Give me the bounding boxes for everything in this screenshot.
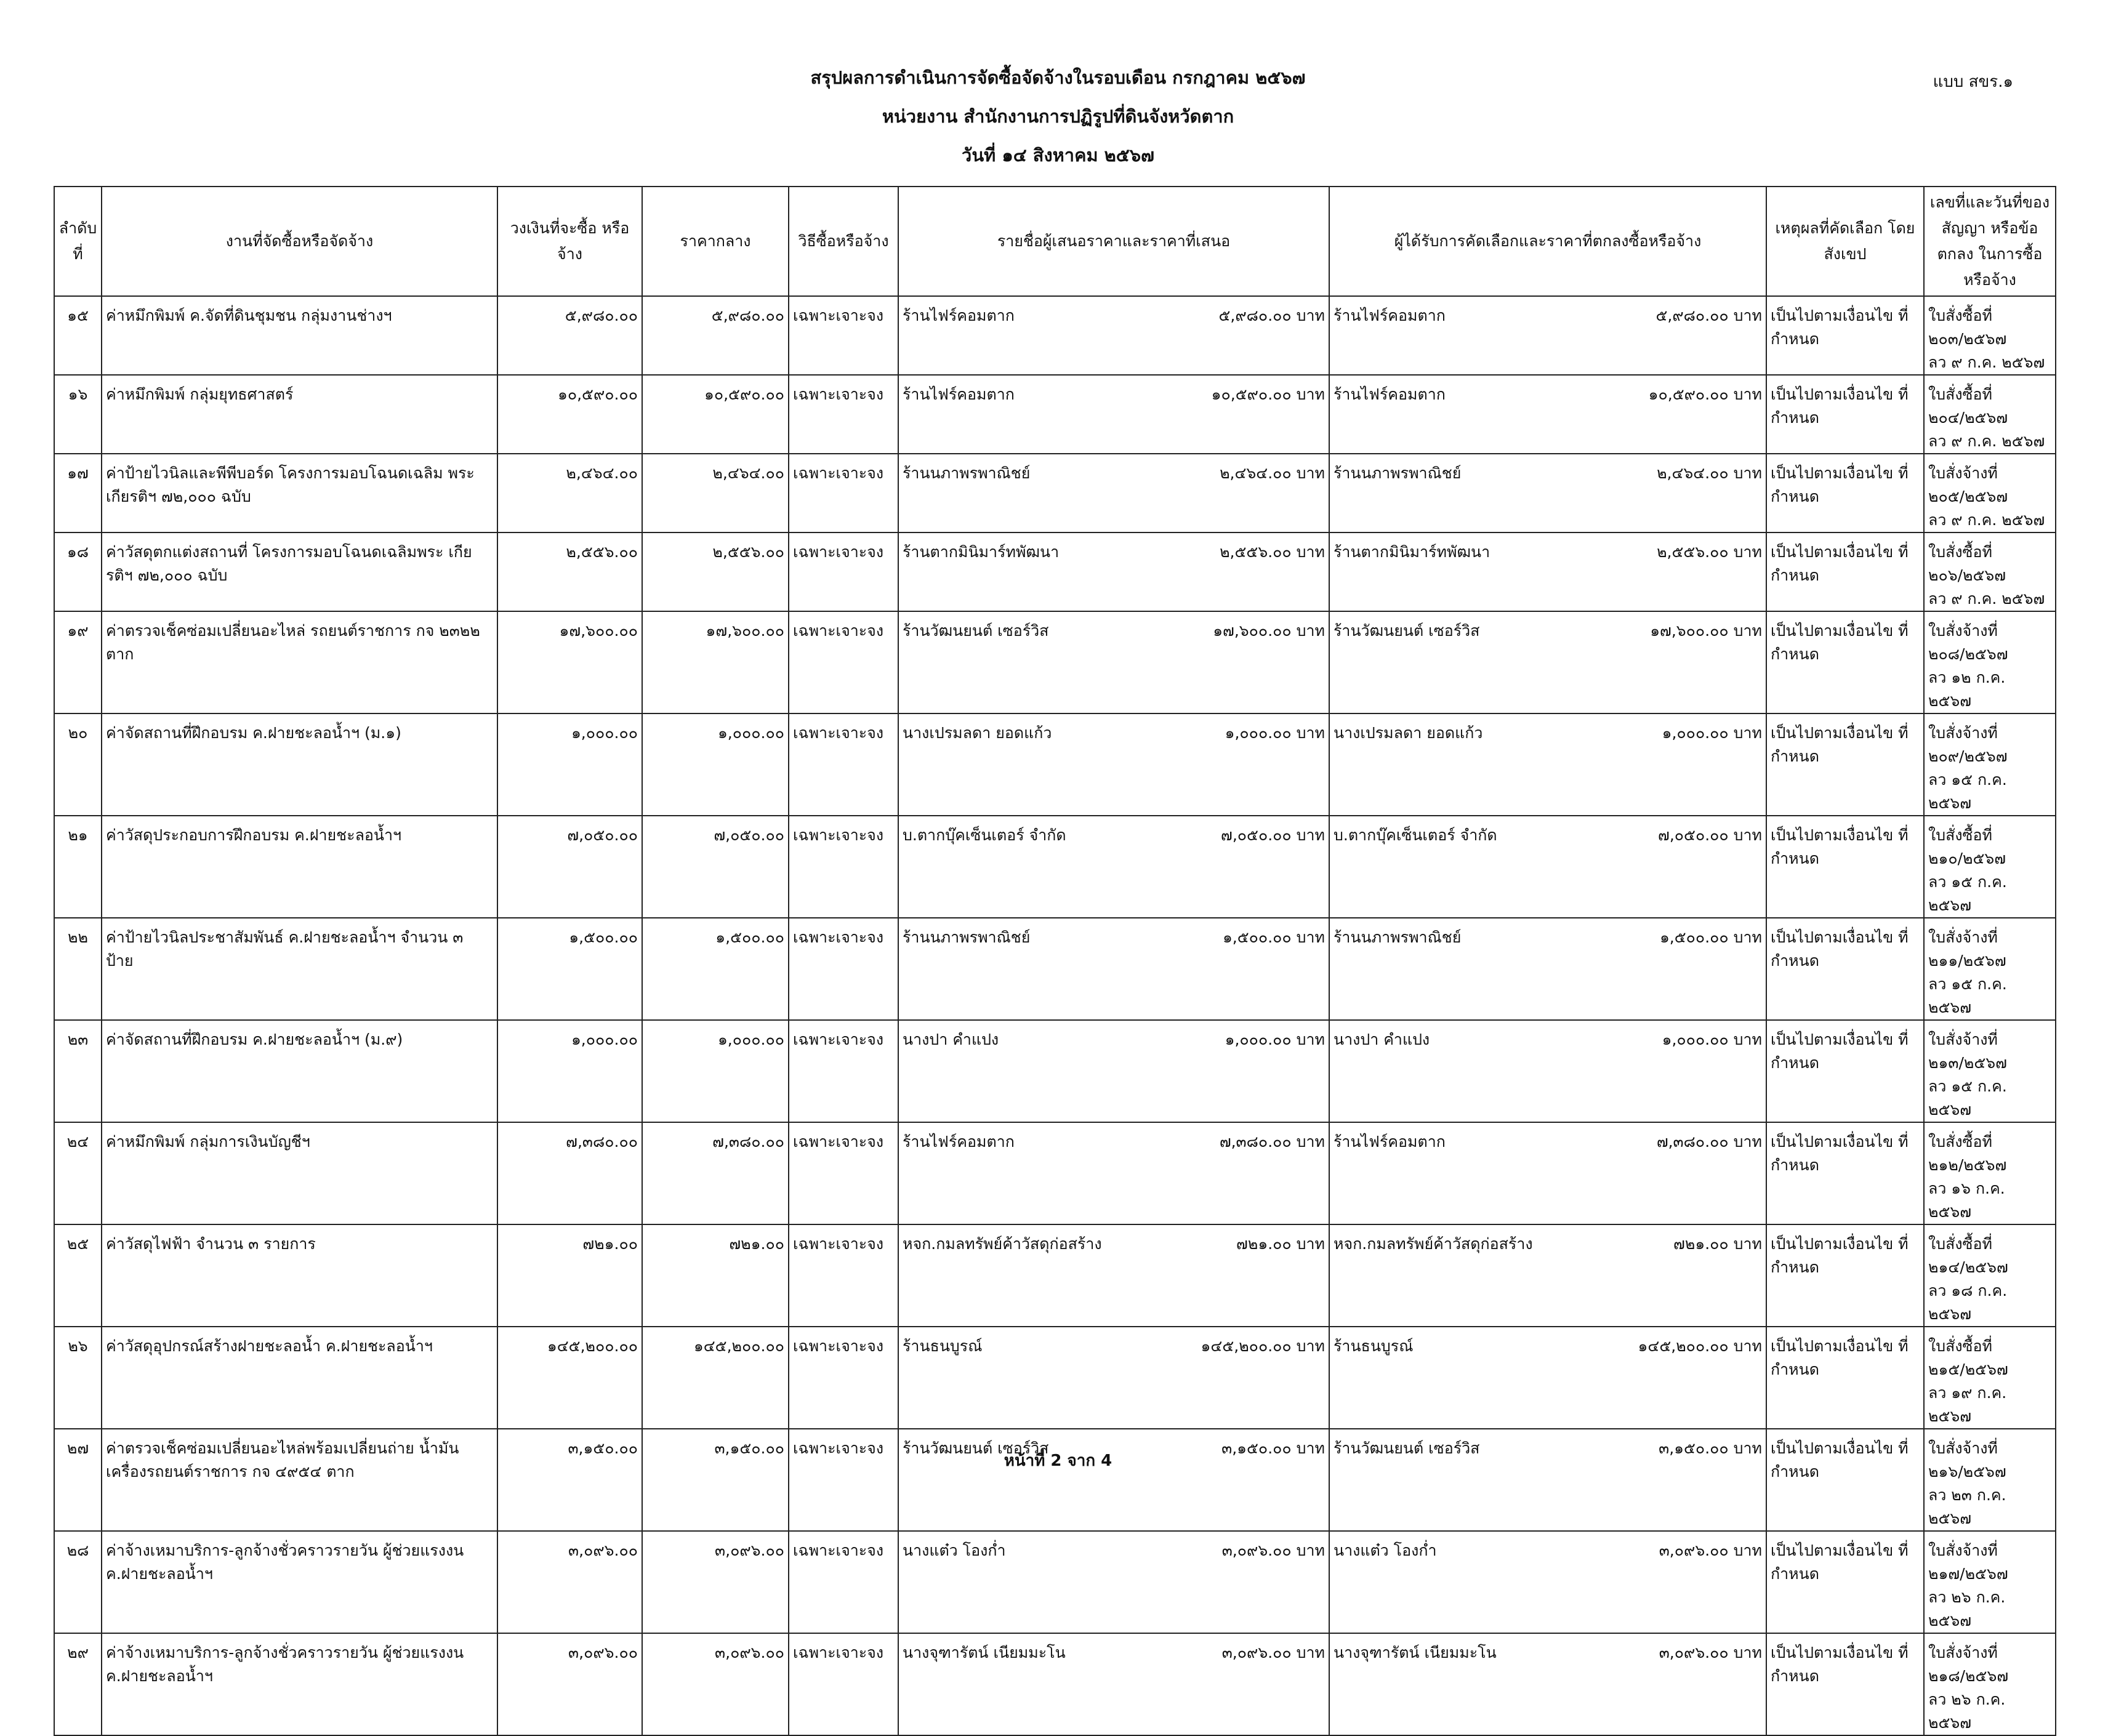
table-row	[54, 918, 2056, 1020]
procurement-item: ค่าตรวจเช็คซ่อมเปลี่ยนอะไหล่พร้อมเปลี่ยนถ่าย น้ำมันเครื่องรถยนต์ราชการ กจ ๔๙๕๔ ตาก	[102, 1429, 497, 1531]
selected-vendor	[1329, 454, 1766, 532]
contract-date: ลว ๑๕ ก.ค. ๒๕๖๗	[1928, 975, 2007, 1016]
selected-vendor	[1329, 1633, 1766, 1735]
table-row	[54, 611, 2056, 713]
median-price: ๑๐,๕๙๐.๐๐	[642, 375, 789, 454]
bidder-name: ร้านธนบูรณ์	[903, 1337, 983, 1355]
selected-vendor-name: ร้านไฟร์คอมตาก	[1334, 307, 1446, 324]
selected-vendor-name: ร้านนภาพรพาณิชย์	[1334, 464, 1462, 482]
selection-reason: เป็นไปตามเงื่อนไข ที่กำหนด	[1766, 1224, 1924, 1327]
bidder-amount: ๑๔๕,๒๐๐.๐๐ บาท	[1201, 1337, 1325, 1355]
contract-ref	[1924, 1122, 2056, 1224]
agency-name: หน่วยงาน สำนักงานการปฏิรูปที่ดินจังหวัดตาก	[882, 106, 1234, 127]
procurement-method: เฉพาะเจาะจง	[789, 1327, 898, 1429]
selected-vendor	[1329, 296, 1766, 375]
procurement-item: ค่าหมึกพิมพ์ กลุ่มการเงินบัญชีฯ	[102, 1122, 497, 1224]
procurement-method: เฉพาะเจาะจง	[789, 1020, 898, 1122]
procurement-method: เฉพาะเจาะจง	[789, 713, 898, 816]
bidder-name: บ.ตากบุ๊คเซ็นเตอร์ จำกัด	[903, 826, 1066, 844]
selected-vendor-amount: ๒,๕๕๖.๐๐ บาท	[1657, 543, 1762, 561]
budget-amount: ๒,๕๕๖.๐๐	[497, 532, 642, 611]
col-header-reason: เหตุผลที่คัดเลือก โดยสังเขป	[1766, 187, 1924, 296]
selected-vendor-name: ร้านธนบูรณ์	[1334, 1337, 1414, 1355]
median-price: ๓,๐๙๖.๐๐	[642, 1633, 789, 1735]
procurement-item: ค่าหมึกพิมพ์ ค.จัดที่ดินชุมชน กลุ่มงานช่างฯ	[102, 296, 497, 375]
bidder	[898, 1429, 1329, 1531]
selected-vendor-amount: ๕,๙๘๐.๐๐ บาท	[1655, 307, 1762, 324]
col-header-item: งานที่จัดซื้อหรือจัดจ้าง	[102, 187, 497, 296]
procurement-method: เฉพาะเจาะจง	[789, 296, 898, 375]
median-price: ๓,๑๕๐.๐๐	[642, 1429, 789, 1531]
selection-reason: เป็นไปตามเงื่อนไข ที่กำหนด	[1766, 1327, 1924, 1429]
selection-reason: เป็นไปตามเงื่อนไข ที่กำหนด	[1766, 918, 1924, 1020]
selected-vendor-amount: ๗,๓๘๐.๐๐ บาท	[1656, 1133, 1762, 1151]
contract-date: ลว ๙ ก.ค. ๒๕๖๗	[1928, 590, 2045, 608]
bidder-name: ร้านวัฒนยนต์ เซอร์วิส	[903, 622, 1049, 640]
row-number: ๒๘	[54, 1531, 102, 1633]
contract-date: ลว ๑๒ ก.ค. ๒๕๖๗	[1928, 669, 2006, 710]
bidder-amount: ๒,๔๖๔.๐๐ บาท	[1220, 464, 1325, 482]
selected-vendor-amount: ๓,๑๕๐.๐๐ บาท	[1659, 1439, 1762, 1457]
selected-vendor-amount: ๒,๔๖๔.๐๐ บาท	[1657, 464, 1762, 482]
procurement-method: เฉพาะเจาะจง	[789, 611, 898, 713]
budget-amount: ๓,๐๙๖.๐๐	[497, 1531, 642, 1633]
col-header-median-price: ราคากลาง	[642, 187, 789, 296]
bidder-name: ร้านไฟร์คอมตาก	[903, 307, 1015, 324]
col-header-bidders: รายชื่อผู้เสนอราคาและราคาที่เสนอ	[898, 187, 1329, 296]
row-number: ๒๓	[54, 1020, 102, 1122]
contract-number: ใบสั่งจ้างที่ ๒๐๕/๒๕๖๗	[1928, 464, 2008, 505]
page-number: หน้าที่ 2 จาก 4	[1004, 1452, 1112, 1470]
budget-amount: ๑,๐๐๐.๐๐	[497, 1020, 642, 1122]
selected-vendor-name: ร้านวัฒนยนต์ เซอร์วิส	[1334, 1439, 1480, 1457]
contract-ref	[1924, 1633, 2056, 1735]
selected-vendor-amount: ๓,๐๙๖.๐๐ บาท	[1659, 1644, 1762, 1662]
selected-vendor-name: นางแต๋ว โองก่ำ	[1334, 1541, 1437, 1559]
selected-vendor-amount: ๑๐,๕๙๐.๐๐ บาท	[1648, 385, 1762, 403]
bidder-name: ร้านไฟร์คอมตาก	[903, 1133, 1015, 1151]
selection-reason: เป็นไปตามเงื่อนไข ที่กำหนด	[1766, 1429, 1924, 1531]
contract-date: ลว ๒๖ ก.ค. ๒๕๖๗	[1928, 1690, 2006, 1732]
selected-vendor-name: นางปา คำแปง	[1334, 1031, 1430, 1048]
bidder-name: นางเปรมลดา ยอดแก้ว	[903, 724, 1052, 742]
row-number: ๒๗	[54, 1429, 102, 1531]
median-price: ๗,๓๘๐.๐๐	[642, 1122, 789, 1224]
contract-date: ลว ๑๘ ก.ค. ๒๕๖๗	[1928, 1282, 2008, 1323]
report-date: วันที่ ๑๔ สิงหาคม ๒๕๖๗	[962, 145, 1154, 166]
procurement-item: ค่าวัสดุอุปกรณ์สร้างฝายชะลอน้ำ ค.ฝายชะลอน้ำฯ	[102, 1327, 497, 1429]
contract-number: ใบสั่งจ้างที่ ๒๐๘/๒๕๖๗	[1928, 622, 2008, 663]
contract-number: ใบสั่งจ้างที่ ๒๑๑/๒๕๖๗	[1928, 928, 2006, 970]
bidder-amount: ๑,๐๐๐.๐๐ บาท	[1225, 1031, 1325, 1048]
median-price: ๑,๐๐๐.๐๐	[642, 713, 789, 816]
contract-ref	[1924, 1020, 2056, 1122]
contract-ref	[1924, 1429, 2056, 1531]
selected-vendor-amount: ๓,๐๙๖.๐๐ บาท	[1659, 1541, 1762, 1559]
contract-ref	[1924, 1531, 2056, 1633]
row-number: ๒๕	[54, 1224, 102, 1327]
selection-reason: เป็นไปตามเงื่อนไข ที่กำหนด	[1766, 296, 1924, 375]
procurement-table	[54, 186, 2056, 1736]
bidder-name: นางจุฑารัตน์ เนียมมะโน	[903, 1644, 1066, 1662]
selection-reason: เป็นไปตามเงื่อนไข ที่กำหนด	[1766, 1633, 1924, 1735]
table-row	[54, 296, 2056, 375]
row-number: ๑๙	[54, 611, 102, 713]
budget-amount: ๗,๓๘๐.๐๐	[497, 1122, 642, 1224]
median-price: ๑,๐๐๐.๐๐	[642, 1020, 789, 1122]
bidder-amount: ๑๗,๖๐๐.๐๐ บาท	[1213, 622, 1325, 640]
procurement-item: ค่าวัสดุไฟฟ้า จำนวน ๓ รายการ	[102, 1224, 497, 1327]
table-row	[54, 1633, 2056, 1735]
col-header-method: วิธีซื้อหรือจ้าง	[789, 187, 898, 296]
selected-vendor-name: นางเปรมลดา ยอดแก้ว	[1334, 724, 1483, 742]
contract-date: ลว ๒๖ ก.ค. ๒๕๖๗	[1928, 1588, 2006, 1630]
row-number: ๒๙	[54, 1633, 102, 1735]
bidder	[898, 1531, 1329, 1633]
row-number: ๑๖	[54, 375, 102, 454]
selected-vendor	[1329, 1429, 1766, 1531]
procurement-method: เฉพาะเจาะจง	[789, 816, 898, 918]
col-header-budget: วงเงินที่จะซื้อ หรือจ้าง	[497, 187, 642, 296]
contract-number: ใบสั่งซื้อที่ ๒๐๔/๒๕๖๗	[1928, 385, 2008, 427]
table-row	[54, 1224, 2056, 1327]
table-row	[54, 454, 2056, 532]
selected-vendor	[1329, 1531, 1766, 1633]
procurement-item: ค่าหมึกพิมพ์ กลุ่มยุทธศาสตร์	[102, 375, 497, 454]
procurement-item: ค่าตรวจเช็คซ่อมเปลี่ยนอะไหล่ รถยนต์ราชการ กจ ๒๓๒๒ ตาก	[102, 611, 497, 713]
table-row	[54, 1429, 2056, 1531]
contract-ref	[1924, 375, 2056, 454]
contract-date: ลว ๑๕ ก.ค. ๒๕๖๗	[1928, 873, 2007, 914]
bidder	[898, 1122, 1329, 1224]
table-row	[54, 713, 2056, 816]
selected-vendor-name: ร้านไฟร์คอมตาก	[1334, 1133, 1446, 1151]
bidder	[898, 532, 1329, 611]
procurement-method: เฉพาะเจาะจง	[789, 1122, 898, 1224]
table-row	[54, 1122, 2056, 1224]
bidder-amount: ๓,๐๙๖.๐๐ บาท	[1221, 1644, 1325, 1662]
bidder	[898, 918, 1329, 1020]
contract-date: ลว ๙ ก.ค. ๒๕๖๗	[1928, 511, 2045, 529]
row-number: ๒๖	[54, 1327, 102, 1429]
budget-amount: ๕,๙๘๐.๐๐	[497, 296, 642, 375]
bidder	[898, 1224, 1329, 1327]
contract-date: ลว ๑๕ ก.ค. ๒๕๖๗	[1928, 771, 2007, 812]
selection-reason: เป็นไปตามเงื่อนไข ที่กำหนด	[1766, 611, 1924, 713]
budget-amount: ๑,๕๐๐.๐๐	[497, 918, 642, 1020]
procurement-item: ค่าป้ายไวนิลประชาสัมพันธ์ ค.ฝายชะลอน้ำฯ จำนวน ๓ ป้าย	[102, 918, 497, 1020]
selection-reason: เป็นไปตามเงื่อนไข ที่กำหนด	[1766, 1020, 1924, 1122]
selected-vendor	[1329, 1020, 1766, 1122]
contract-ref	[1924, 532, 2056, 611]
procurement-item: ค่าจ้างเหมาบริการ-ลูกจ้างชั่วคราวรายวัน ผู้ช่วยแรงงน ค.ฝายชะลอน้ำฯ	[102, 1531, 497, 1633]
bidder-name: ร้านนภาพรพาณิชย์	[903, 464, 1031, 482]
contract-number: ใบสั่งซื้อที่ ๒๐๖/๒๕๖๗	[1928, 543, 2006, 584]
form-code: แบบ สขร.๑	[1933, 73, 2013, 91]
bidder-amount: ๒,๕๕๖.๐๐ บาท	[1220, 543, 1325, 561]
procurement-item: ค่าวัสดุประกอบการฝึกอบรม ค.ฝายชะลอน้ำฯ	[102, 816, 497, 918]
contract-ref	[1924, 713, 2056, 816]
selected-vendor	[1329, 816, 1766, 918]
selected-vendor-amount: ๑,๐๐๐.๐๐ บาท	[1662, 724, 1762, 742]
col-header-contract: เลขที่และวันที่ของสัญญา หรือข้อตกลง ในการซื้อหรือจ้าง	[1924, 187, 2056, 296]
report-title: สรุปผลการดำเนินการจัดซื้อจัดจ้างในรอบเดือน กรกฎาคม ๒๕๖๗	[810, 67, 1306, 88]
bidder-amount: ๑๐,๕๙๐.๐๐ บาท	[1211, 385, 1325, 403]
median-price: ๕,๙๘๐.๐๐	[642, 296, 789, 375]
budget-amount: ๓,๑๕๐.๐๐	[497, 1429, 642, 1531]
row-number: ๒๔	[54, 1122, 102, 1224]
bidder-name: หจก.กมลทรัพย์ค้าวัสดุก่อสร้าง	[903, 1235, 1102, 1253]
contract-ref	[1924, 1327, 2056, 1429]
selected-vendor-amount: ๗,๐๕๐.๐๐ บาท	[1658, 826, 1762, 844]
selected-vendor-name: นางจุฑารัตน์ เนียมมะโน	[1334, 1644, 1497, 1662]
table-row	[54, 816, 2056, 918]
median-price: ๒,๕๕๖.๐๐	[642, 532, 789, 611]
document-header	[0, 58, 2116, 175]
contract-ref	[1924, 1224, 2056, 1327]
selected-vendor-amount: ๑,๕๐๐.๐๐ บาท	[1659, 928, 1762, 946]
contract-ref	[1924, 611, 2056, 713]
bidder-amount: ๓,๑๕๐.๐๐ บาท	[1221, 1439, 1325, 1457]
bidder	[898, 1020, 1329, 1122]
contract-number: ใบสั่งซื้อที่ ๒๑๕/๒๕๖๗	[1928, 1337, 2008, 1378]
budget-amount: ๒,๔๖๔.๐๐	[497, 454, 642, 532]
median-price: ๑๔๕,๒๐๐.๐๐	[642, 1327, 789, 1429]
selected-vendor	[1329, 1122, 1766, 1224]
bidder-amount: ๓,๐๙๖.๐๐ บาท	[1221, 1541, 1325, 1559]
contract-number: ใบสั่งจ้างที่ ๒๑๗/๒๕๖๗	[1928, 1541, 2008, 1583]
selection-reason: เป็นไปตามเงื่อนไข ที่กำหนด	[1766, 1122, 1924, 1224]
table-row	[54, 532, 2056, 611]
selected-vendor-name: ร้านตากมินิมาร์ทพัฒนา	[1334, 543, 1490, 561]
selected-vendor-amount: ๗๒๑.๐๐ บาท	[1673, 1235, 1762, 1253]
selected-vendor	[1329, 532, 1766, 611]
contract-ref	[1924, 296, 2056, 375]
procurement-item: ค่าจัดสถานที่ฝึกอบรม ค.ฝายชะลอน้ำฯ (ม.๑)	[102, 713, 497, 816]
procurement-method: เฉพาะเจาะจง	[789, 918, 898, 1020]
contract-date: ลว ๑๙ ก.ค. ๒๕๖๗	[1928, 1384, 2007, 1425]
median-price: ๒,๔๖๔.๐๐	[642, 454, 789, 532]
procurement-item: ค่าป้ายไวนิลและพีพีบอร์ด โครงการมอบโฉนดเฉลิม พระเกียรติฯ ๗๒,๐๐๐ ฉบับ	[102, 454, 497, 532]
row-number: ๑๕	[54, 296, 102, 375]
bidder	[898, 454, 1329, 532]
row-number: ๒๑	[54, 816, 102, 918]
procurement-method: เฉพาะเจาะจง	[789, 1429, 898, 1531]
median-price: ๑๗,๖๐๐.๐๐	[642, 611, 789, 713]
bidder-amount: ๗,๐๕๐.๐๐ บาท	[1221, 826, 1325, 844]
contract-ref	[1924, 454, 2056, 532]
selected-vendor-name: หจก.กมลทรัพย์ค้าวัสดุก่อสร้าง	[1334, 1235, 1533, 1253]
bidder	[898, 1327, 1329, 1429]
selected-vendor-name: ร้านนภาพรพาณิชย์	[1334, 928, 1462, 946]
selected-vendor-amount: ๑๔๕,๒๐๐.๐๐ บาท	[1638, 1337, 1762, 1355]
bidder-name: ร้านไฟร์คอมตาก	[903, 385, 1015, 403]
contract-number: ใบสั่งซื้อที่ ๒๑๒/๒๕๖๗	[1928, 1133, 2007, 1174]
bidder	[898, 296, 1329, 375]
median-price: ๗๒๑.๐๐	[642, 1224, 789, 1327]
contract-date: ลว ๑๖ ก.ค. ๒๕๖๗	[1928, 1179, 2005, 1221]
col-header-winner: ผู้ได้รับการคัดเลือกและราคาที่ตกลงซื้อหรือจ้าง	[1329, 187, 1766, 296]
contract-number: ใบสั่งจ้างที่ ๒๑๘/๒๕๖๗	[1928, 1644, 2009, 1685]
contract-number: ใบสั่งจ้างที่ ๒๑๖/๒๕๖๗	[1928, 1439, 2006, 1481]
contract-date: ลว ๙ ก.ค. ๒๕๖๗	[1928, 432, 2045, 450]
bidder-name: นางแต๋ว โองก่ำ	[903, 1541, 1006, 1559]
bidder	[898, 375, 1329, 454]
budget-amount: ๓,๐๙๖.๐๐	[497, 1633, 642, 1735]
bidder-amount: ๗๒๑.๐๐ บาท	[1236, 1235, 1325, 1253]
procurement-method: เฉพาะเจาะจง	[789, 454, 898, 532]
table-row	[54, 1020, 2056, 1122]
median-price: ๗,๐๕๐.๐๐	[642, 816, 789, 918]
procurement-method: เฉพาะเจาะจง	[789, 375, 898, 454]
selected-vendor	[1329, 611, 1766, 713]
contract-number: ใบสั่งจ้างที่ ๒๐๙/๒๕๖๗	[1928, 724, 2008, 765]
row-number: ๑๘	[54, 532, 102, 611]
bidder	[898, 611, 1329, 713]
budget-amount: ๑,๐๐๐.๐๐	[497, 713, 642, 816]
budget-amount: ๑๔๕,๒๐๐.๐๐	[497, 1327, 642, 1429]
bidder	[898, 713, 1329, 816]
row-number: ๒๐	[54, 713, 102, 816]
budget-amount: ๑๐,๕๙๐.๐๐	[497, 375, 642, 454]
selection-reason: เป็นไปตามเงื่อนไข ที่กำหนด	[1766, 713, 1924, 816]
selected-vendor	[1329, 1224, 1766, 1327]
bidder-amount: ๑,๐๐๐.๐๐ บาท	[1225, 724, 1325, 742]
contract-number: ใบสั่งซื้อที่ ๒๐๓/๒๕๖๗	[1928, 307, 2007, 348]
procurement-method: เฉพาะเจาะจง	[789, 1633, 898, 1735]
bidder-amount: ๗,๓๘๐.๐๐ บาท	[1219, 1133, 1325, 1151]
contract-number: ใบสั่งจ้างที่ ๒๑๓/๒๕๖๗	[1928, 1031, 2007, 1072]
selection-reason: เป็นไปตามเงื่อนไข ที่กำหนด	[1766, 1531, 1924, 1633]
selected-vendor	[1329, 1327, 1766, 1429]
table-row	[54, 1531, 2056, 1633]
bidder-name: นางปา คำแปง	[903, 1031, 999, 1048]
bidder-amount: ๑,๕๐๐.๐๐ บาท	[1222, 928, 1325, 946]
contract-date: ลว ๙ ก.ค. ๒๕๖๗	[1928, 353, 2045, 371]
col-header-no: ลำดับ ที่	[54, 187, 102, 296]
row-number: ๒๒	[54, 918, 102, 1020]
selected-vendor	[1329, 713, 1766, 816]
selection-reason: เป็นไปตามเงื่อนไข ที่กำหนด	[1766, 454, 1924, 532]
selected-vendor-name: ร้านไฟร์คอมตาก	[1334, 385, 1446, 403]
median-price: ๓,๐๙๖.๐๐	[642, 1531, 789, 1633]
table-row	[54, 1327, 2056, 1429]
selected-vendor-name: ร้านวัฒนยนต์ เซอร์วิส	[1334, 622, 1480, 640]
selection-reason: เป็นไปตามเงื่อนไข ที่กำหนด	[1766, 816, 1924, 918]
procurement-method: เฉพาะเจาะจง	[789, 532, 898, 611]
bidder-amount: ๕,๙๘๐.๐๐ บาท	[1218, 307, 1325, 324]
row-number: ๑๗	[54, 454, 102, 532]
procurement-item: ค่าวัสดุตกแต่งสถานที่ โครงการมอบโฉนดเฉลิมพระ เกียรติฯ ๗๒,๐๐๐ ฉบับ	[102, 532, 497, 611]
bidder-name: ร้านวัฒนยนต์ เซอร์วิส	[903, 1439, 1049, 1457]
selection-reason: เป็นไปตามเงื่อนไข ที่กำหนด	[1766, 375, 1924, 454]
selected-vendor	[1329, 918, 1766, 1020]
contract-ref	[1924, 816, 2056, 918]
selected-vendor-amount: ๑,๐๐๐.๐๐ บาท	[1662, 1031, 1762, 1048]
contract-number: ใบสั่งซื้อที่ ๒๑๔/๒๕๖๗	[1928, 1235, 2008, 1276]
procurement-method: เฉพาะเจาะจง	[789, 1224, 898, 1327]
procurement-item: ค่าจ้างเหมาบริการ-ลูกจ้างชั่วคราวรายวัน ผู้ช่วยแรงงน ค.ฝายชะลอน้ำฯ	[102, 1633, 497, 1735]
contract-date: ลว ๒๓ ก.ค. ๒๕๖๗	[1928, 1486, 2006, 1527]
budget-amount: ๗๒๑.๐๐	[497, 1224, 642, 1327]
budget-amount: ๑๗,๖๐๐.๐๐	[497, 611, 642, 713]
table-body	[54, 296, 2056, 1735]
bidder-name: ร้านตากมินิมาร์ทพัฒนา	[903, 543, 1060, 561]
median-price: ๑,๕๐๐.๐๐	[642, 918, 789, 1020]
bidder-name: ร้านนภาพรพาณิชย์	[903, 928, 1031, 946]
contract-number: ใบสั่งซื้อที่ ๒๑๐/๒๕๖๗	[1928, 826, 2006, 867]
procurement-item: ค่าจัดสถานที่ฝึกอบรม ค.ฝายชะลอน้ำฯ (ม.๙)	[102, 1020, 497, 1122]
bidder	[898, 816, 1329, 918]
table-header-row	[54, 187, 2056, 296]
selection-reason: เป็นไปตามเงื่อนไข ที่กำหนด	[1766, 532, 1924, 611]
procurement-method: เฉพาะเจาะจง	[789, 1531, 898, 1633]
contract-date: ลว ๑๕ ก.ค. ๒๕๖๗	[1928, 1077, 2007, 1119]
budget-amount: ๗,๐๕๐.๐๐	[497, 816, 642, 918]
selected-vendor-amount: ๑๗,๖๐๐.๐๐ บาท	[1650, 622, 1762, 640]
selected-vendor	[1329, 375, 1766, 454]
selected-vendor-name: บ.ตากบุ๊คเซ็นเตอร์ จำกัด	[1334, 826, 1497, 844]
contract-ref	[1924, 918, 2056, 1020]
table-row	[54, 375, 2056, 454]
bidder	[898, 1633, 1329, 1735]
